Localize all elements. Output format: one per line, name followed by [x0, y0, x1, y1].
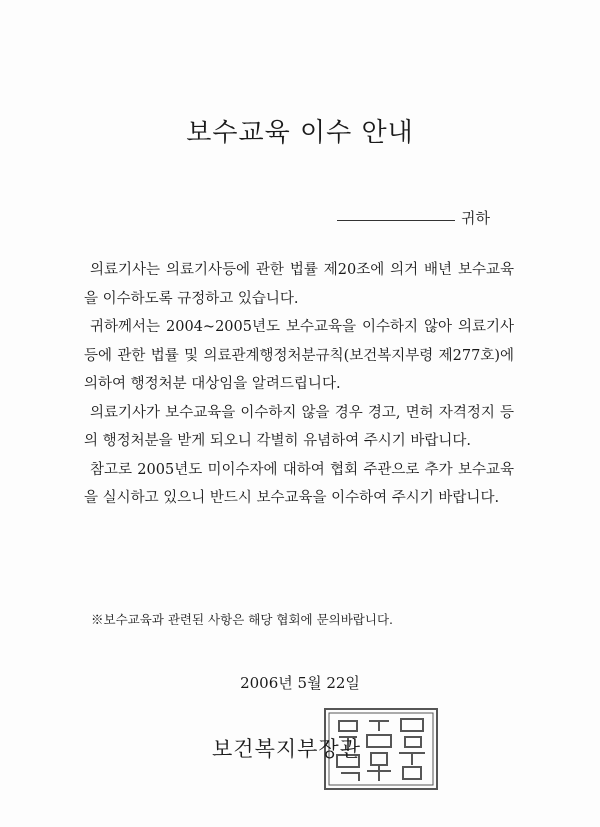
recipient-line: [337, 207, 490, 228]
paragraph: 의료기사가 보수교육을 이수하지 않을 경우 경고, 면허 자격정지 등의 행정처분을 받게 되오니 각별히 유념하여 주시기 바랍니다.: [84, 404, 514, 449]
paragraph: 귀하께서는 2004~2005년도 보수교육을 이수하지 않아 의료기사등에 관한 법률 및 의료관계행정처분규칙(보건복지부령 제277호)에 의하여 행정처분 대상임을 알려드립니다.: [84, 319, 514, 392]
recipient-blank: [337, 220, 455, 221]
paragraph: 참고로 2005년도 미이수자에 대하여 협회 주관으로 추가 보수교육을 실시하고 있으니 반드시 보수교육을 이수하여 주시기 바랍니다.: [84, 461, 514, 506]
footnote: ※보수교육과 관련된 사항은 해당 협회에 문의바랍니다.: [91, 612, 393, 627]
recipient-suffix: 귀하: [461, 209, 490, 227]
issue-date: 2006년 5월 22일: [240, 674, 360, 692]
document-body: [84, 256, 514, 513]
document-title: 보수교육 이수 안내: [186, 118, 414, 148]
issuer-name: 보건복지부장관: [212, 737, 362, 761]
paragraph: 의료기사는 의료기사등에 관한 법률 제20조에 의거 배년 보수교육을 이수하도록 규정하고 있습니다.: [84, 262, 514, 307]
